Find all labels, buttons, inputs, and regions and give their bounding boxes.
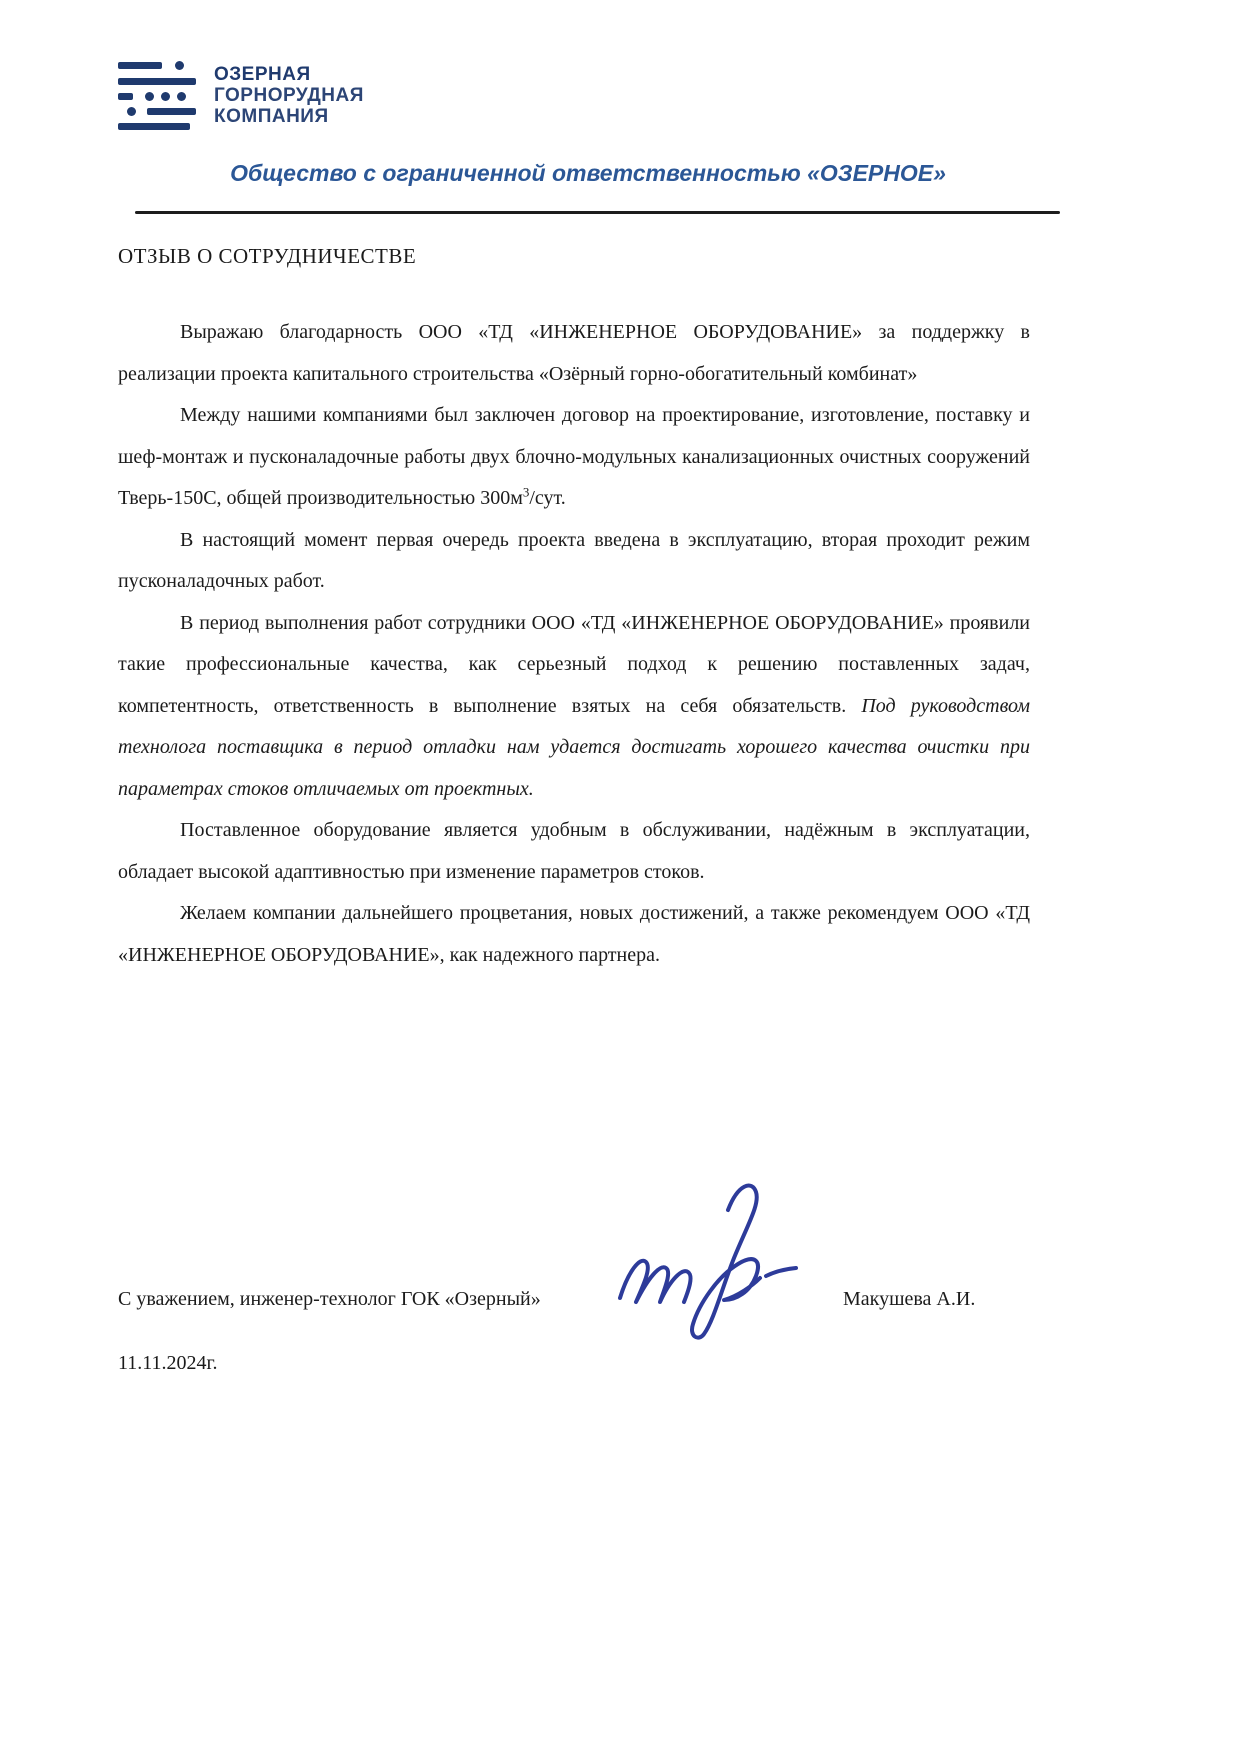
signature-date: 11.11.2024г.: [118, 1352, 218, 1374]
paragraph-equipment-text: Поставленное оборудование является удобным в обслуживании, надёжным в эксплуатации, обладает высокой адаптивностью при изменение параметров стоков.: [118, 819, 1030, 883]
signature-icon: [608, 1178, 808, 1353]
logo-line-1: ОЗЕРНАЯ: [214, 64, 311, 85]
paragraph-status: [118, 520, 1030, 603]
paragraph-recommendation-text: Желаем компании дальнейшего процветания, новых достижений, а также рекомендуем ООО «ТД «ИНЖЕНЕРНОЕ ОБОРУДОВАНИЕ», как надежного партнера.: [118, 902, 1030, 966]
paragraph-qualities: [118, 603, 1030, 811]
paragraph-gratitude: [118, 312, 1030, 395]
document-body: [118, 312, 1030, 976]
paragraph-status-text: В настоящий момент первая очередь проекта введена в эксплуатацию, вторая проходит режим пусконаладочных работ.: [118, 528, 1030, 592]
organization-title: Общество с ограниченной ответственностью «ОЗЕРНОЕ»: [230, 160, 946, 186]
paragraph-qualities-italic-text: Под руководством технолога поставщика в период отладки нам удается достигать хорошего качества очистки при параметрах стоков отличаемых от проектных.: [118, 694, 1030, 800]
paragraph-recommendation: [118, 893, 1030, 976]
header-divider: [135, 211, 1060, 214]
company-logo: [118, 62, 364, 130]
logo-line-3: КОМПАНИЯ: [214, 106, 329, 127]
paragraph-gratitude-text: Выражаю благодарность ООО «ТД «ИНЖЕНЕРНОЕ ОБОРУДОВАНИЕ» за поддержку в реализации проекта капитального строительства «Озёрный горно-обогатительный комбинат»: [118, 321, 1030, 385]
company-logo-text: [214, 64, 364, 127]
document-heading: ОТЗЫВ О СОТРУДНИЧЕСТВЕ: [118, 244, 417, 268]
paragraph-equipment: [118, 810, 1030, 893]
signature-closing: С уважением, инженер-технолог ГОК «Озерный»: [118, 1288, 541, 1310]
cubic-meter-superscript: 3: [522, 484, 530, 500]
paragraph-contract: [118, 395, 1030, 520]
paragraph-qualities-text: В период выполнения работ сотрудники ООО «ТД «ИНЖЕНЕРНОЕ ОБОРУДОВАНИЕ» проявили такие профессиональные качества, как серьезный подход к решению поставленных задач, компетентность, ответственность в выполнение взятых на себя обязательств.: [118, 611, 1030, 717]
paragraph-contract-text: Между нашими компаниями был заключен договор на проектирование, изготовление, поставку и шеф-монтаж и пусконаладочные работы двух блочно-модульных канализационных очистных сооружений Тверь-150С, общей производительностью 300м: [118, 404, 1030, 509]
signature-name: Макушева А.И.: [843, 1288, 976, 1310]
company-logo-icon: [118, 62, 196, 130]
paragraph-contract-unit: /сут.: [529, 487, 566, 509]
logo-line-2: ГОРНОРУДНАЯ: [214, 85, 364, 106]
